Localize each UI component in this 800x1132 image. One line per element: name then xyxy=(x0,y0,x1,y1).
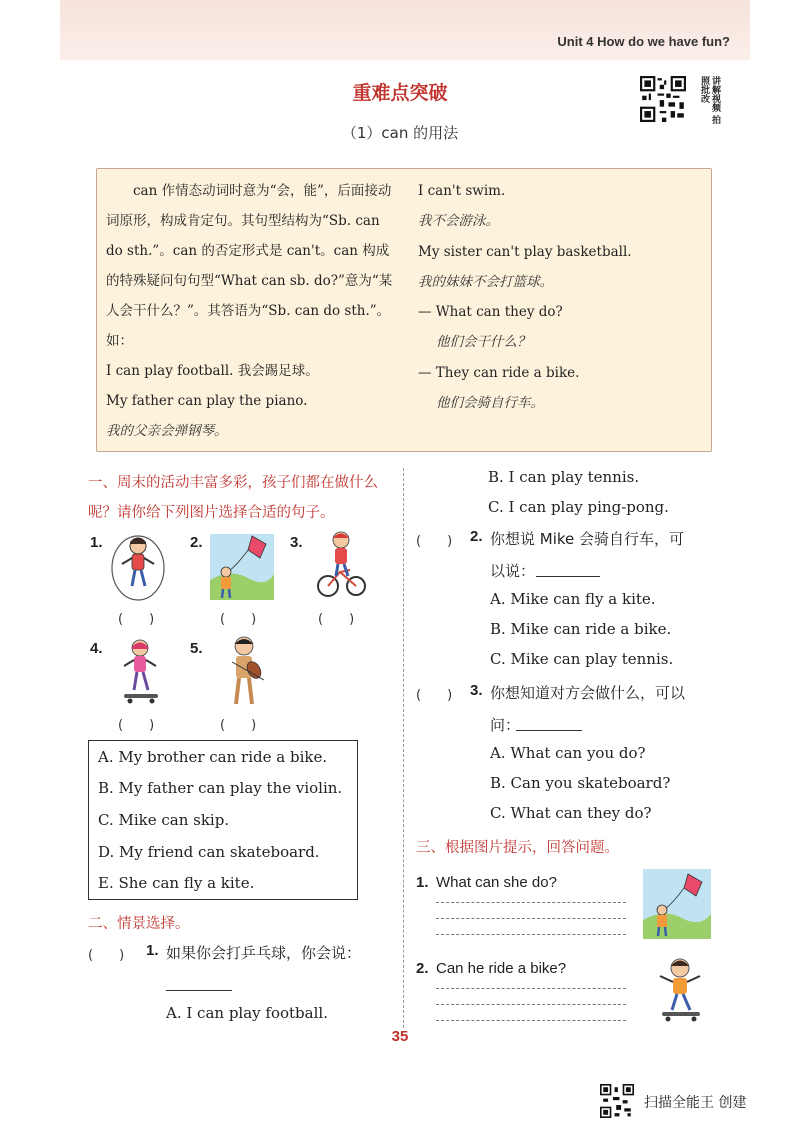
answer-paren[interactable]: ( ) xyxy=(220,612,257,627)
qr-code-icon[interactable] xyxy=(640,76,686,122)
answer-paren[interactable]: ( ) xyxy=(88,948,125,963)
answer-blank[interactable] xyxy=(516,730,582,731)
answer-paren[interactable]: ( ) xyxy=(416,534,453,549)
page-subtitle: （1）can 的用法 xyxy=(341,124,459,142)
question-text: What can she do? xyxy=(436,874,557,891)
section3-heading: 三、根据图片提示，回答问题。 xyxy=(416,840,619,856)
item-number: 5. xyxy=(190,640,203,657)
question-number: 1. xyxy=(146,942,159,959)
column-divider xyxy=(403,468,404,1028)
note-example-translation: 我的父亲会弹钢琴。 xyxy=(106,423,228,439)
bike-riding-picture xyxy=(316,528,366,600)
item-number: 1. xyxy=(90,534,103,551)
note-example: — They can ride a bike. xyxy=(418,364,580,381)
question-text: 如果你会打乒乓球，你会说： xyxy=(166,944,362,962)
answer-blank[interactable] xyxy=(166,990,232,991)
scanner-qr-icon xyxy=(600,1084,634,1118)
note-explanation: can 作情态动词时意为“会，能”，后面接动词原形，构成肯定句。其句型结构为“Sb. can do sth.”。can 的否定形式是 can't。can 构成的特殊疑问句句型“What can sb. do?”意为“某人会干什么？”。其答语为“Sb. can do sth.”。如： xyxy=(106,183,393,349)
question-text: 你想说 Mike 会骑自行车，可 xyxy=(490,530,685,548)
choice-option: C. Mike can play tennis. xyxy=(490,650,674,668)
note-left-column xyxy=(106,176,396,446)
choice-option: A. Mike can fly a kite. xyxy=(490,590,656,608)
kite-flying-picture xyxy=(642,868,712,940)
answer-paren[interactable]: ( ) xyxy=(220,718,257,733)
question-text: 问： xyxy=(490,716,521,734)
choice-option: B. Can you skateboard? xyxy=(490,774,671,792)
choice-option: B. I can play tennis. xyxy=(488,468,640,486)
item-number: 4. xyxy=(90,640,103,657)
unit-header: Unit 4 How do we have fun? xyxy=(557,34,730,49)
question-text: 以说： xyxy=(490,562,536,580)
page-title: 重难点突破 xyxy=(352,82,448,104)
choice-option: C. What can they do? xyxy=(490,804,652,822)
scanner-watermark: 扫描全能王 创建 xyxy=(644,1095,747,1111)
sentence-option: D. My friend can skateboard. xyxy=(98,843,320,861)
answer-line[interactable] xyxy=(436,988,626,989)
note-example-translation: 他们会干什么？ xyxy=(436,334,531,351)
choice-option: B. Mike can ride a bike. xyxy=(490,620,672,638)
answer-paren[interactable]: ( ) xyxy=(118,718,155,733)
answer-paren[interactable]: ( ) xyxy=(118,612,155,627)
skipping-child-picture xyxy=(108,530,168,602)
note-example: My father can play the piano. xyxy=(106,393,308,409)
note-example-translation: 他们会骑自行车。 xyxy=(436,395,544,412)
question-number: 3. xyxy=(470,682,483,699)
answer-blank[interactable] xyxy=(536,576,600,577)
choice-option: A. What can you do? xyxy=(490,744,646,762)
answer-paren[interactable]: ( ) xyxy=(416,688,453,703)
sentence-option: C. Mike can skip. xyxy=(98,811,230,829)
answer-line[interactable] xyxy=(436,918,626,919)
question-text: Can he ride a bike? xyxy=(436,960,567,977)
sentence-option: E. She can fly a kite. xyxy=(98,874,255,892)
question-number: 2. xyxy=(470,528,483,545)
item-number: 3. xyxy=(290,534,303,551)
skateboarding-boy-picture xyxy=(650,956,710,1022)
answer-line[interactable] xyxy=(436,934,626,935)
answer-line[interactable] xyxy=(436,1020,626,1021)
page-number: 35 xyxy=(391,1028,409,1045)
violin-player-picture xyxy=(222,634,268,708)
header-band xyxy=(60,0,750,60)
skateboarding-girl-picture xyxy=(118,636,164,708)
answer-paren[interactable]: ( ) xyxy=(318,612,355,627)
sentence-option: A. My brother can ride a bike. xyxy=(98,748,328,766)
note-right-column xyxy=(418,176,708,418)
question-number: 2. xyxy=(416,960,429,977)
section2-heading: 二、情景选择。 xyxy=(88,916,190,932)
kite-flying-picture xyxy=(208,530,276,602)
note-example: I can play football. 我会踢足球。 xyxy=(106,363,319,379)
item-number: 2. xyxy=(190,534,203,551)
sentence-option: B. My father can play the violin. xyxy=(98,779,343,797)
section1-heading: 一、周末的活动丰富多彩，孩子们都在做什么呢？请你给下列图片选择合适的句子。 xyxy=(88,475,378,521)
note-example: — What can they do? xyxy=(418,304,563,321)
qr-caption: 讲解视频 拍照批改 xyxy=(699,76,720,125)
note-example-translation: 我的妹妹不会打篮球。 xyxy=(418,273,553,290)
choice-option: C. I can play ping-pong. xyxy=(488,498,669,516)
question-number: 1. xyxy=(416,874,429,891)
note-example: I can't swim. xyxy=(418,183,506,199)
question-text: 你想知道对方会做什么，可以 xyxy=(490,684,686,702)
choice-option: A. I can play football. xyxy=(166,1004,328,1022)
note-example-translation: 我不会游泳。 xyxy=(418,213,499,230)
answer-line[interactable] xyxy=(436,902,626,903)
answer-line[interactable] xyxy=(436,1004,626,1005)
note-example: My sister can't play basketball. xyxy=(418,243,632,260)
